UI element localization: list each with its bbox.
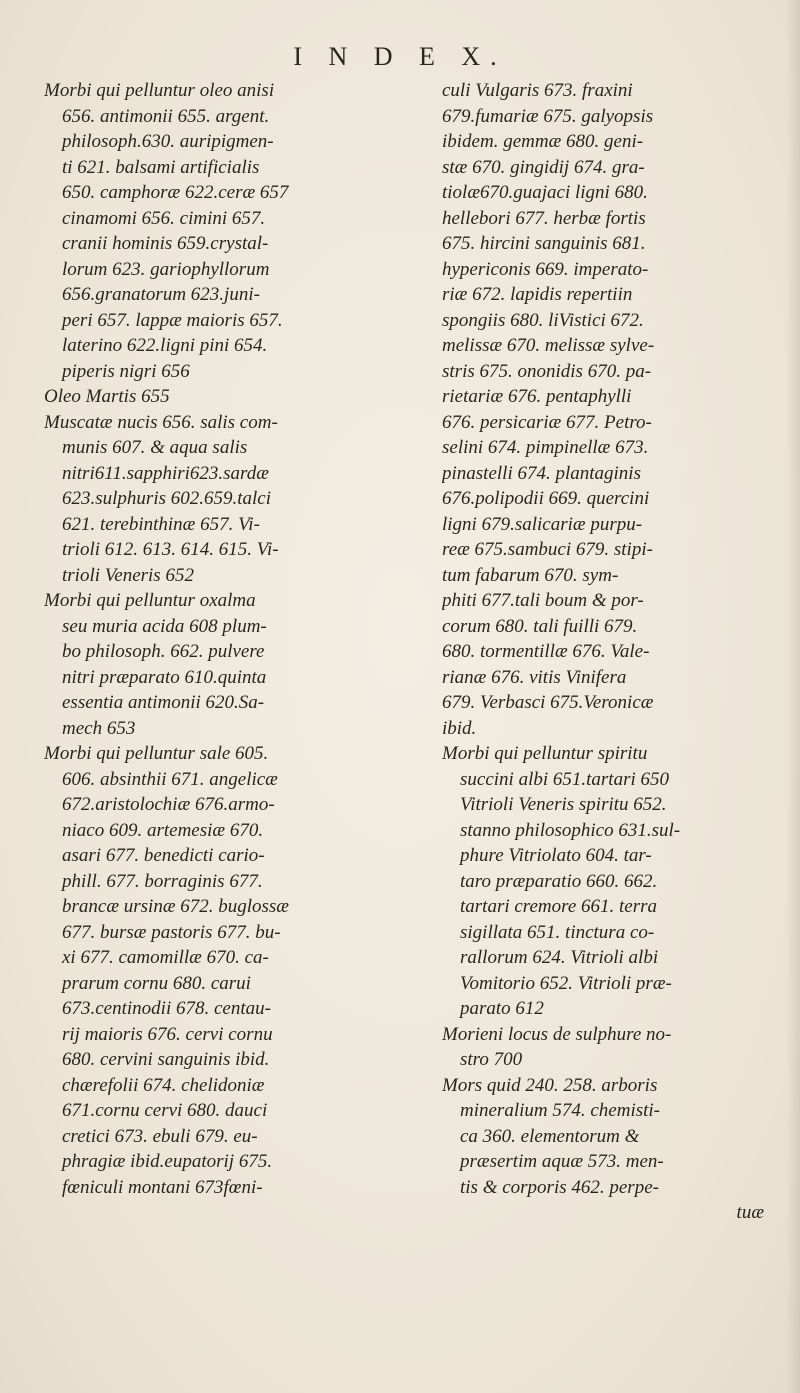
index-line: ti 621. balsami artificialis: [62, 156, 260, 178]
index-line: taro præparatio 660. 662.: [460, 870, 658, 892]
index-line: stro 700: [460, 1049, 523, 1070]
index-line: Morbi qui pelluntur sale 605.: [44, 743, 269, 764]
index-line: cretici 673. ebuli 679. eu-: [62, 1125, 258, 1147]
index-line: mech 653: [62, 717, 136, 739]
index-line: niaco 609. artemesiæ 670.: [62, 819, 264, 841]
index-line: chærefolii 674. chelidoniæ: [62, 1074, 265, 1096]
index-line: succini albi 651.tartari 650: [460, 768, 669, 790]
index-line: Morbi qui pelluntur oleo anisi: [44, 80, 275, 101]
index-line: 679.fumariæ 675. galyopsis: [442, 105, 654, 127]
index-line: 679. Verbasci 675.Veronicæ: [442, 692, 654, 713]
index-line: reæ 675.sambuci 679. stipi-: [442, 539, 653, 560]
index-line: seu muria acida 608 plum-: [62, 615, 267, 637]
index-line: ibidem. gemmæ 680. geni-: [442, 131, 644, 152]
index-line: 677. bursæ pastoris 677. bu-: [62, 921, 281, 943]
index-line: Morbi qui pelluntur spiritu: [442, 743, 648, 764]
index-line: 676. persicariæ 677. Petro-: [442, 411, 652, 433]
index-line: nitri611.sapphiri623.sardæ: [62, 462, 269, 484]
index-line: cranii hominis 659.crystal-: [62, 233, 269, 254]
index-line: culi Vulgaris 673. fraxini: [442, 80, 633, 101]
index-line: stris 675. ononidis 670. pa-: [442, 360, 652, 382]
index-line: 621. terebinthinæ 657. Vi-: [62, 513, 260, 535]
index-line: stæ 670. gingidij 674. gra-: [442, 156, 645, 178]
index-line: ibid.: [442, 717, 477, 739]
index-line: Morieni locus de sulphure no-: [442, 1023, 672, 1045]
page-edge: [786, 0, 800, 1393]
index-line: munis 607. & aqua salis: [62, 437, 248, 458]
index-line: præsertim aquæ 573. men-: [460, 1151, 664, 1172]
index-line: rallorum 624. Vitrioli albi: [460, 947, 659, 968]
index-line: tartari cremore 661. terra: [460, 896, 658, 917]
index-line: phiti 677.tali boum & por-: [442, 590, 644, 611]
index-line: lorum 623. gariophyllorum: [62, 258, 270, 280]
left-column: [44, 78, 374, 1200]
index-line: 656.granatorum 623.juni-: [62, 284, 260, 305]
index-line: rij maioris 676. cervi cornu: [62, 1023, 273, 1045]
index-line: asari 677. benedicti cario-: [62, 845, 265, 866]
index-line: tis & corporis 462. perpe-: [460, 1176, 659, 1198]
index-line: 673.centinodii 678. centau-: [62, 998, 271, 1019]
index-line: sigillata 651. tinctura co-: [460, 921, 655, 943]
index-line: 672.aristolochiæ 676.armo-: [62, 794, 275, 815]
index-line: spongiis 680. liVistici 672.: [442, 309, 644, 331]
index-line: melissæ 670. melissæ sylve-: [442, 335, 655, 356]
index-line: 675. hircini sanguinis 681.: [442, 233, 646, 254]
index-line: essentia antimonii 620.Sa-: [62, 692, 265, 713]
index-line: nitri præparato 610.quinta: [62, 666, 267, 688]
index-line: brancæ ursinæ 672. buglossæ: [62, 896, 289, 917]
index-line: fœniculi montani 673fœni-: [62, 1176, 263, 1198]
index-line: bo philosoph. 662. pulvere: [62, 641, 265, 662]
index-line: piperis nigri 656: [62, 360, 190, 382]
index-line: 606. absinthii 671. angelicæ: [62, 768, 278, 790]
index-line: riæ 672. lapidis repertiin: [442, 284, 633, 305]
index-line: Muscatæ nucis 656. salis com-: [44, 411, 278, 433]
index-line: 680. cervini sanguinis ibid.: [62, 1049, 270, 1070]
index-line: 656. antimonii 655. argent.: [62, 105, 270, 127]
index-line: rianæ 676. vitis Vinifera: [442, 666, 627, 688]
index-line: Mors quid 240. 258. arboris: [442, 1074, 658, 1096]
index-line: tiolæ670.guajaci ligni 680.: [442, 182, 648, 203]
index-line: phure Vitriolato 604. tar-: [460, 845, 652, 866]
index-line: mineralium 574. chemisti-: [460, 1100, 661, 1121]
index-line: hypericonis 669. imperato-: [442, 258, 649, 280]
index-line: corum 680. tali fuilli 679.: [442, 615, 638, 637]
index-line: phragiæ ibid.eupatorij 675.: [62, 1151, 273, 1172]
index-line: stanno philosophico 631.sul-: [460, 819, 681, 841]
right-column: [442, 78, 772, 1226]
index-line: ca 360. elementorum &: [460, 1125, 640, 1147]
index-line: rietariæ 676. pentaphylli: [442, 386, 632, 407]
index-line: 680. tormentillæ 676. Vale-: [442, 641, 650, 662]
index-line: Vomitorio 652. Vitrioli præ-: [460, 972, 672, 994]
index-line: philosoph.630. auripigmen-: [62, 131, 274, 152]
index-line: hellebori 677. herbæ fortis: [442, 207, 646, 229]
index-line: xi 677. camomillæ 670. ca-: [62, 947, 269, 968]
index-line: Oleo Martis 655: [44, 386, 170, 407]
index-line: 650. camphoræ 622.ceræ 657: [62, 182, 289, 203]
index-line: tuæ: [736, 1202, 764, 1223]
index-line: trioli 612. 613. 614. 615. Vi-: [62, 539, 279, 560]
index-line: tum fabarum 670. sym-: [442, 564, 619, 586]
index-line: parato 612: [460, 998, 544, 1019]
index-line: 671.cornu cervi 680. dauci: [62, 1100, 268, 1121]
index-line: ligni 679.salicariæ purpu-: [442, 513, 643, 535]
index-line: cinamomi 656. cimini 657.: [62, 207, 266, 229]
index-line: Morbi qui pelluntur oxalma: [44, 590, 256, 611]
index-line: peri 657. lappæ maioris 657.: [62, 309, 283, 331]
index-line: 676.polipodii 669. quercini: [442, 488, 650, 509]
index-line: trioli Veneris 652: [62, 564, 194, 586]
index-line: 623.sulphuris 602.659.talci: [62, 488, 272, 509]
index-line: phill. 677. borraginis 677.: [62, 870, 263, 892]
index-line: Vitrioli Veneris spiritu 652.: [460, 794, 667, 815]
index-line: laterino 622.ligni pini 654.: [62, 335, 268, 356]
index-line: selini 674. pimpinellæ 673.: [442, 437, 649, 458]
index-line: pinastelli 674. plantaginis: [442, 462, 641, 484]
page-heading: I N D E X.: [293, 42, 507, 71]
index-line: prarum cornu 680. carui: [62, 972, 251, 994]
